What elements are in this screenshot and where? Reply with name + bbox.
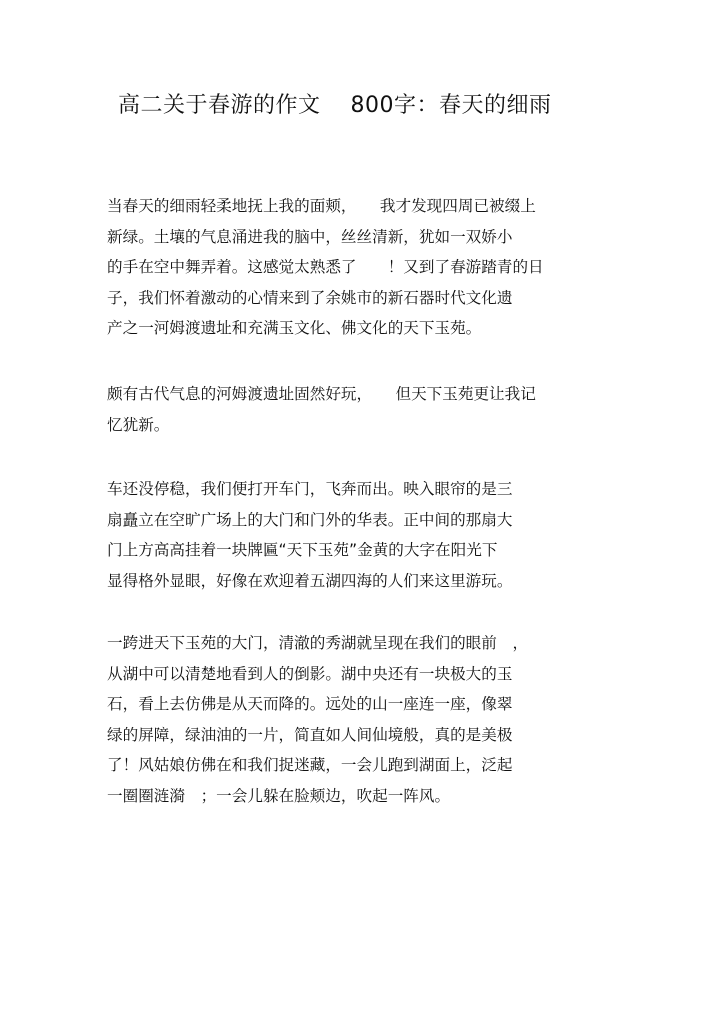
paragraph-line: 扇矗立在空旷广场上的大门和门外的华表。正中间的那扇大: [107, 510, 513, 529]
paragraph-line: 一圈圈涟漪 ；一会儿躲在脸颊边，吹起一阵风。: [107, 786, 451, 805]
paragraph-line: 车还没停稳，我们便打开车门，飞奔而出。映入眼帘的是三: [107, 480, 513, 498]
paragraph-line: 了！风姑娘仿佛在和我们捉迷藏，一会儿跑到湖面上，泛起: [107, 756, 513, 775]
paragraph-2: [107, 379, 536, 440]
paragraph-line: 当春天的细雨轻柔地抚上我的面颊， 我才发现四周已被缀上: [107, 197, 536, 215]
paragraph-line: 的手在空中舞弄着。这感觉太熟悉了 ！又到了春游踏青的日: [107, 258, 544, 277]
paragraph-line: 从湖中可以清楚地看到人的倒影。湖中央还有一块极大的玉: [107, 664, 513, 683]
document-title: 高二关于春游的作文 800字：春天的细雨: [118, 93, 552, 118]
paragraph-4: [107, 628, 528, 812]
paragraph-line: 门上方高高挂着一块牌匾“天下玉苑”金黄的大字在阳光下: [107, 541, 498, 560]
paragraph-line: 颇有古代气息的河姆渡遗址固然好玩， 但天下玉苑更让我记: [107, 385, 536, 403]
paragraph-line: 新绿。土壤的气息涌进我的脑中，丝丝清新，犹如一双娇小: [107, 227, 513, 246]
paragraph-line: 显得格外显眼，好像在欢迎着五湖四海的人们来这里游玩。: [107, 571, 513, 590]
paragraph-line: 一跨进天下玉苑的大门，清澈的秀湖就呈现在我们的眼前 ，: [107, 634, 529, 652]
paragraph-line: 绿的屏障，绿油油的一片，简直如人间仙境般，真的是美极: [107, 725, 513, 744]
paragraph-3: [107, 474, 512, 596]
paragraph-line: 忆犹新。: [107, 415, 170, 434]
paragraph-line: 石，看上去仿佛是从天而降的。远处的山一座连一座，像翠: [107, 695, 513, 714]
paragraph-line: 子，我们怀着激动的心情来到了余姚市的新石器时代文化遗: [107, 288, 513, 307]
paragraph-line: 产之一河姆渡遗址和充满玉文化、佛文化的天下玉苑。: [107, 319, 482, 338]
paragraph-1: [107, 191, 544, 344]
